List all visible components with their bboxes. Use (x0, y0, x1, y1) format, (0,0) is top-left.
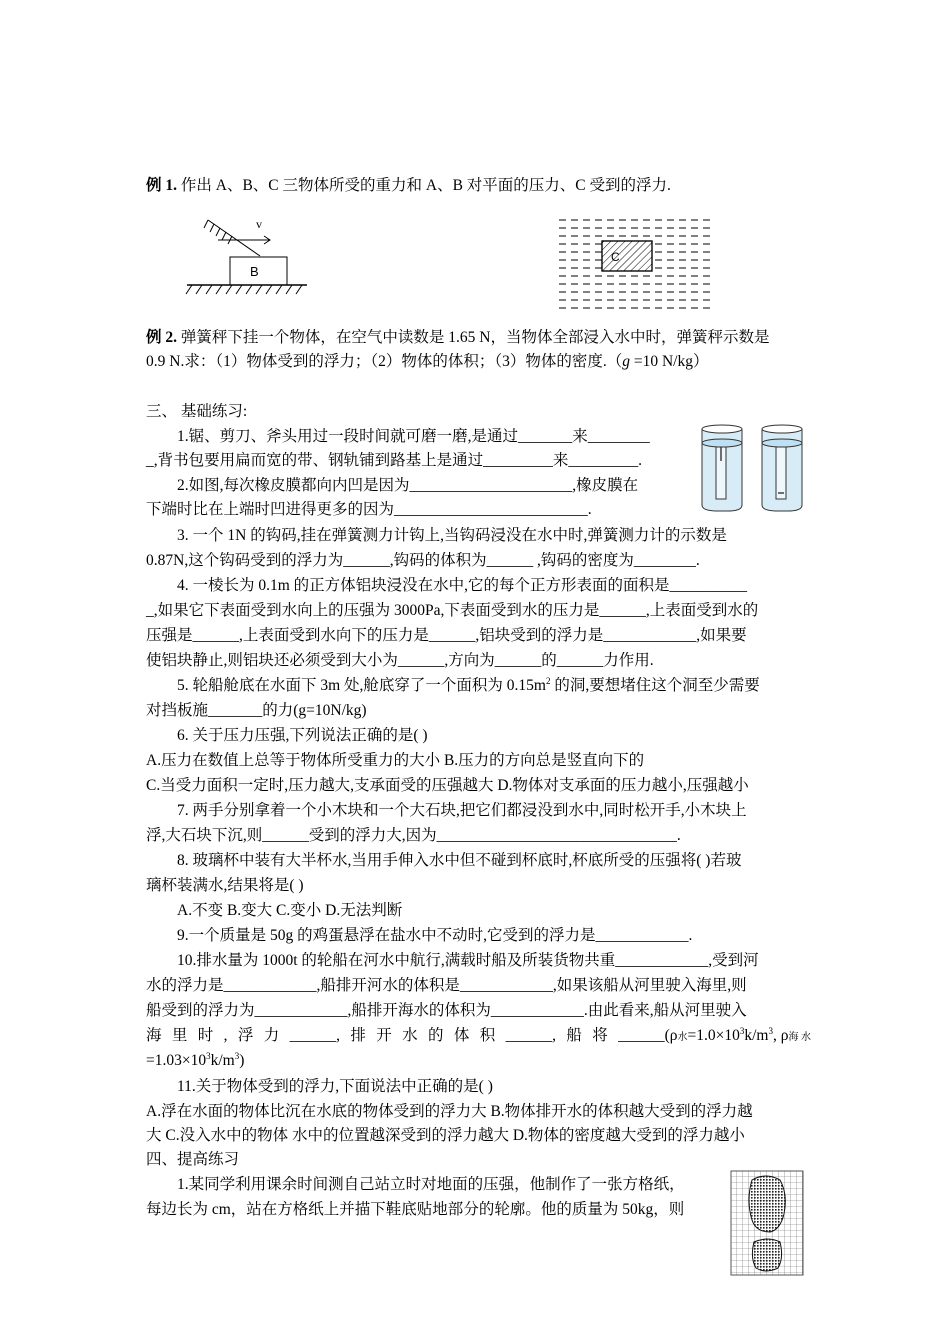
q10-line3: 船受到的浮力为____________,船排开海水的体积为____________.由此看来,船从河里驶入 (146, 1002, 747, 1019)
q1-line1: 1.锯、剪刀、斧头用过一段时间就可磨一磨,是通过_______来________ (177, 428, 650, 445)
q6-options-1: A.压力在数值上总等于物体所受重力的大小 B.压力的方向总是竖直向下的 (146, 752, 645, 769)
q1-line2: _,背书包要用扁而宽的带、钢轨铺到路基上是通过_________来_________. (146, 452, 643, 469)
block-c-label: C (611, 250, 620, 264)
q8-line2: 璃杯装满水,结果将是( ) (146, 877, 304, 894)
q5-text-a: 5. 轮船舱底在水面下 3m 处,舱底穿了一个面积为 0.15m (177, 677, 546, 694)
q4-line4: 使铝块静止,则铝块还必须受到大小为______,方向为______的______力作用. (146, 652, 654, 669)
q5-sup: 2 (546, 676, 551, 686)
example-1-text: 作出 A、B、C 三物体所受的重力和 A、B 对平面的压力、C 受到的浮力. (180, 177, 671, 194)
q6-stem: 6. 关于压力压强,下列说法正确的是( ) (177, 727, 428, 744)
block-b-figure (180, 212, 310, 297)
incline-line (208, 220, 260, 256)
q5-line1 (177, 676, 760, 696)
q4-line3: 压强是______,上表面受到水向下的压力是______,铝块受到的浮力是____________,如果要 (146, 627, 747, 644)
q9-line1: 9.一个质量是 50g 的鸡蛋悬浮在盐水中不动时,它受到的浮力是____________. (177, 927, 693, 944)
q10-line5: $=1.03\times 10^3k/m^3$) (146, 1051, 245, 1069)
q7-line2: 浮,大石块下沉,则______受到的浮力大,因为_______________________________. (146, 827, 681, 844)
section-3-title: 三、 基础练习: (146, 403, 248, 420)
tube-right (776, 447, 786, 499)
beakers-figure (698, 421, 810, 514)
example-2-label: 例 2. (146, 329, 178, 346)
q10-line1: 10.排水量为 1000t 的轮船在河水中航行,满载时船及所装货物共重____________,受到河 (177, 952, 759, 969)
q5-line2: 对挡板施_______的力(g=10N/kg) (146, 702, 367, 719)
q3-line1: 3. 一个 1N 的钩码,挂在弹簧测力计钩上,当钩码浸没在水中时,弹簧测力计的示数是 (177, 527, 727, 544)
q2-line1: 2.如图,每次橡皮膜都向内凹是因为_____________________,橡皮膜在 (177, 477, 639, 494)
g-symbol: g (622, 353, 630, 370)
q8-line1: 8. 玻璃杯中装有大半杯水,当用手伸入水中但不碰到杯底时,杯底所受的压强将( )若玻 (177, 852, 742, 869)
shoe-front-outline (749, 1176, 785, 1232)
shoe-heel-outline (752, 1239, 781, 1271)
example-1-label: 例 1. (146, 177, 178, 194)
p1-line1: 1.某同学利用课余时间测自己站立时对地面的压强，他制作了一张方格纸， (177, 1176, 685, 1193)
q8-options: A.不变 B.变大 C.变小 D.无法判断 (177, 902, 403, 919)
q5-text-b: 的洞,要想堵住这个洞至少需要 (550, 677, 760, 694)
q2-line2: 下端时比在上端时凹进得更多的因为_________________________. (146, 501, 592, 518)
q11-line3: 大 C.没入水中的物体 水中的位置越深受到的浮力越大 D.物体的密度越大受到的浮力越小 (146, 1127, 745, 1144)
q4-line2: _,如果它下表面受到水向上的压强为 3000Pa,下表面受到水的压力是______,上表面受到水的 (146, 602, 759, 619)
example-1 (146, 176, 671, 196)
example-2-text1: 弹簧秤下挂一个物体，在空气中读数是 1.65 N，当物体全部浸入水中时，弹簧秤示数是 (180, 329, 770, 346)
block-b-label: B (250, 264, 259, 279)
block-c (602, 241, 652, 271)
q7-line1: 7. 两手分别拿着一个小木块和一个大石块,把它们都浸没到水中,同时松开手,小木块上 (177, 802, 747, 819)
velocity-label: v (256, 217, 262, 231)
example-2-line1 (146, 328, 769, 348)
q11-stem: 11.关于物体受到的浮力,下面说法中正确的是( ) (177, 1078, 493, 1095)
q3-line2: 0.87N,这个钩码受到的浮力为______,钩码的体积为______ ,钩码的密度为________. (146, 552, 700, 569)
example-2-text2: 0.9 N.求：（1）物体受到的浮力；（2）物体的体积；（3）物体的密度.（ (146, 353, 623, 370)
q10-line2: 水的浮力是____________,船排开河水的体积是____________,如果该船从河里驶入海里,则 (146, 977, 747, 994)
p1-line2: 每边长为 cm，站在方格纸上并描下鞋底贴地部分的轮廓。他的质量为 50kg，则 (146, 1201, 685, 1218)
q10-line4: 海 里 时 , 浮 力 ______, 排 开 水 的 体 积 ______, 船 将 ______(ρ水$=1.0\times 10^3k/m^3$, ρ海 水 (146, 1026, 811, 1044)
q11-line2: A.浮在水面的物体比沉在水底的物体受到的浮力大 B.物体排开水的体积越大受到的浮力越 (146, 1103, 753, 1120)
example-2-text3: =10 N/kg） (629, 353, 709, 370)
section-4-title: 四、提高练习 (146, 1151, 240, 1168)
block-c-figure (558, 216, 714, 312)
q4-line1: 4. 一棱长为 0.1m 的正方体铝块浸没在水中,它的每个正方形表面的面积是__________ (177, 577, 748, 594)
q6-options-2: C.当受力面积一定时,压力越大,支承面受的压强越大 D.物体对支承面的压力越小,压强越小 (146, 777, 749, 794)
example-2-line2 (146, 352, 708, 372)
shoe-grid-figure (730, 1170, 806, 1278)
